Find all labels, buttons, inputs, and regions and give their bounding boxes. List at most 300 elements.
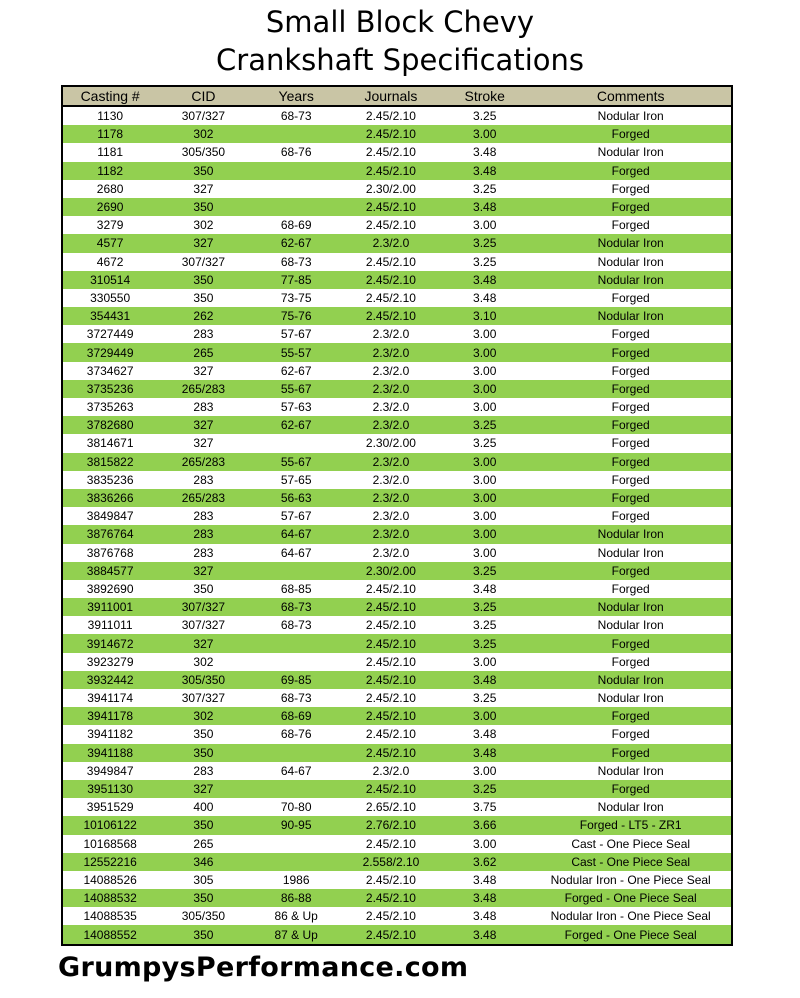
table-row [62, 143, 732, 161]
casting-cell: 3884577 [62, 562, 157, 580]
comments-cell: Forged [530, 580, 732, 598]
casting-cell: 12552216 [62, 853, 157, 871]
cid-cell: 327 [157, 562, 249, 580]
table-row [62, 253, 732, 271]
casting-cell: 3729449 [62, 343, 157, 361]
stroke-cell: 3.25 [439, 416, 530, 434]
years-cell: 86-88 [250, 889, 343, 907]
casting-cell: 3932442 [62, 671, 157, 689]
journals-cell: 2.45/2.10 [343, 835, 439, 853]
table-row [62, 398, 732, 416]
stroke-cell: 3.48 [439, 143, 530, 161]
comments-cell: Forged [530, 289, 732, 307]
journals-cell: 2.45/2.10 [343, 216, 439, 234]
casting-cell: 1130 [62, 106, 157, 125]
stroke-cell: 3.00 [439, 125, 530, 143]
comments-cell: Forged [530, 489, 732, 507]
casting-cell: 3892690 [62, 580, 157, 598]
journals-cell: 2.45/2.10 [343, 307, 439, 325]
years-cell: 57-67 [250, 325, 343, 343]
table-row [62, 380, 732, 398]
journals-cell: 2.45/2.10 [343, 143, 439, 161]
comments-cell: Forged [530, 707, 732, 725]
years-cell: 77-85 [250, 271, 343, 289]
journals-cell: 2.45/2.10 [343, 198, 439, 216]
journals-cell: 2.3/2.0 [343, 762, 439, 780]
journals-cell: 2.45/2.10 [343, 689, 439, 707]
cid-cell: 305/350 [157, 907, 249, 925]
casting-cell: 2680 [62, 180, 157, 198]
casting-cell: 14088526 [62, 871, 157, 889]
cid-cell: 283 [157, 544, 249, 562]
casting-cell: 3911001 [62, 598, 157, 616]
years-cell [250, 780, 343, 798]
journals-cell: 2.3/2.0 [343, 507, 439, 525]
comments-cell: Forged [530, 162, 732, 180]
comments-cell: Forged [530, 562, 732, 580]
casting-cell: 3814671 [62, 434, 157, 452]
journals-cell: 2.30/2.00 [343, 180, 439, 198]
table-row [62, 343, 732, 361]
comments-cell: Nodular Iron - One Piece Seal [530, 871, 732, 889]
cid-cell: 305/350 [157, 671, 249, 689]
journals-cell: 2.3/2.0 [343, 489, 439, 507]
stroke-cell: 3.48 [439, 580, 530, 598]
cid-cell: 305/350 [157, 143, 249, 161]
journals-cell: 2.3/2.0 [343, 453, 439, 471]
comments-cell: Forged - One Piece Seal [530, 889, 732, 907]
years-cell: 69-85 [250, 671, 343, 689]
stroke-cell: 3.00 [439, 835, 530, 853]
journals-cell: 2.30/2.00 [343, 434, 439, 452]
table-row [62, 907, 732, 925]
years-cell [250, 853, 343, 871]
stroke-cell: 3.00 [439, 762, 530, 780]
column-header-stroke: Stroke [439, 86, 530, 106]
casting-cell: 4577 [62, 234, 157, 252]
years-cell: 70-80 [250, 798, 343, 816]
journals-cell: 2.30/2.00 [343, 562, 439, 580]
journals-cell: 2.45/2.10 [343, 125, 439, 143]
cid-cell: 307/327 [157, 106, 249, 125]
journals-cell: 2.76/2.10 [343, 816, 439, 834]
casting-cell: 3941178 [62, 707, 157, 725]
casting-cell: 3923279 [62, 653, 157, 671]
journals-cell: 2.65/2.10 [343, 798, 439, 816]
stroke-cell: 3.48 [439, 725, 530, 743]
journals-cell: 2.3/2.0 [343, 380, 439, 398]
cid-cell: 327 [157, 362, 249, 380]
table-row [62, 325, 732, 343]
years-cell: 86 & Up [250, 907, 343, 925]
casting-cell: 3876764 [62, 525, 157, 543]
table-row [62, 198, 732, 216]
table-row [62, 489, 732, 507]
table-row [62, 671, 732, 689]
crankshaft-spec-table [61, 85, 733, 946]
cid-cell: 350 [157, 816, 249, 834]
years-cell: 87 & Up [250, 925, 343, 944]
stroke-cell: 3.48 [439, 925, 530, 944]
stroke-cell: 3.00 [439, 544, 530, 562]
stroke-cell: 3.48 [439, 907, 530, 925]
table-row [62, 689, 732, 707]
comments-cell: Nodular Iron [530, 307, 732, 325]
years-cell: 90-95 [250, 816, 343, 834]
casting-cell: 3835236 [62, 471, 157, 489]
table-row [62, 307, 732, 325]
table-row [62, 180, 732, 198]
stroke-cell: 3.00 [439, 507, 530, 525]
journals-cell: 2.45/2.10 [343, 925, 439, 944]
cid-cell: 283 [157, 325, 249, 343]
table-row [62, 562, 732, 580]
stroke-cell: 3.00 [439, 471, 530, 489]
comments-cell: Forged [530, 343, 732, 361]
stroke-cell: 3.25 [439, 616, 530, 634]
years-cell: 57-67 [250, 507, 343, 525]
casting-cell: 310514 [62, 271, 157, 289]
casting-cell: 14088532 [62, 889, 157, 907]
casting-cell: 14088535 [62, 907, 157, 925]
cid-cell: 302 [157, 125, 249, 143]
cid-cell: 350 [157, 925, 249, 944]
column-header-casting: Casting # [62, 86, 157, 106]
casting-cell: 1182 [62, 162, 157, 180]
comments-cell: Forged [530, 125, 732, 143]
years-cell: 68-76 [250, 143, 343, 161]
stroke-cell: 3.25 [439, 234, 530, 252]
stroke-cell: 3.75 [439, 798, 530, 816]
cid-cell: 265/283 [157, 489, 249, 507]
table-row [62, 853, 732, 871]
casting-cell: 330550 [62, 289, 157, 307]
cid-cell: 265 [157, 835, 249, 853]
table-row [62, 725, 732, 743]
comments-cell: Forged [530, 398, 732, 416]
journals-cell: 2.45/2.10 [343, 271, 439, 289]
table-row [62, 416, 732, 434]
table-row [62, 835, 732, 853]
comments-cell: Nodular Iron [530, 598, 732, 616]
column-header-cid: CID [157, 86, 249, 106]
years-cell [250, 198, 343, 216]
cid-cell: 307/327 [157, 689, 249, 707]
cid-cell: 305 [157, 871, 249, 889]
table-row [62, 234, 732, 252]
cid-cell: 283 [157, 507, 249, 525]
table-row [62, 525, 732, 543]
journals-cell: 2.558/2.10 [343, 853, 439, 871]
journals-cell: 2.3/2.0 [343, 234, 439, 252]
stroke-cell: 3.25 [439, 689, 530, 707]
years-cell: 62-67 [250, 234, 343, 252]
comments-cell: Forged [530, 180, 732, 198]
stroke-cell: 3.00 [439, 653, 530, 671]
table-row [62, 816, 732, 834]
cid-cell: 350 [157, 271, 249, 289]
stroke-cell: 3.00 [439, 216, 530, 234]
cid-cell: 327 [157, 234, 249, 252]
comments-cell: Forged [530, 471, 732, 489]
table-row [62, 780, 732, 798]
cid-cell: 327 [157, 180, 249, 198]
casting-cell: 3279 [62, 216, 157, 234]
stroke-cell: 3.25 [439, 106, 530, 125]
comments-cell: Nodular Iron [530, 671, 732, 689]
cid-cell: 350 [157, 580, 249, 598]
stroke-cell: 3.00 [439, 707, 530, 725]
table-row [62, 634, 732, 652]
journals-cell: 2.45/2.10 [343, 780, 439, 798]
comments-cell: Forged [530, 216, 732, 234]
years-cell: 57-65 [250, 471, 343, 489]
stroke-cell: 3.25 [439, 253, 530, 271]
casting-cell: 2690 [62, 198, 157, 216]
years-cell: 56-63 [250, 489, 343, 507]
years-cell: 68-73 [250, 598, 343, 616]
table-row [62, 362, 732, 380]
comments-cell: Nodular Iron [530, 689, 732, 707]
stroke-cell: 3.25 [439, 598, 530, 616]
journals-cell: 2.45/2.10 [343, 253, 439, 271]
casting-cell: 3951529 [62, 798, 157, 816]
casting-cell: 3941174 [62, 689, 157, 707]
years-cell: 68-69 [250, 707, 343, 725]
years-cell: 68-85 [250, 580, 343, 598]
cid-cell: 350 [157, 889, 249, 907]
column-header-comments: Comments [530, 86, 732, 106]
years-cell [250, 744, 343, 762]
years-cell [250, 835, 343, 853]
comments-cell: Nodular Iron [530, 798, 732, 816]
stroke-cell: 3.00 [439, 343, 530, 361]
journals-cell: 2.3/2.0 [343, 544, 439, 562]
table-row [62, 871, 732, 889]
stroke-cell: 3.00 [439, 453, 530, 471]
casting-cell: 3951130 [62, 780, 157, 798]
journals-cell: 2.45/2.10 [343, 162, 439, 180]
table-body [62, 106, 732, 945]
journals-cell: 2.45/2.10 [343, 289, 439, 307]
comments-cell: Forged [530, 725, 732, 743]
years-cell: 64-67 [250, 525, 343, 543]
comments-cell: Forged [530, 416, 732, 434]
stroke-cell: 3.48 [439, 871, 530, 889]
cid-cell: 307/327 [157, 598, 249, 616]
stroke-cell: 3.62 [439, 853, 530, 871]
cid-cell: 327 [157, 634, 249, 652]
cid-cell: 302 [157, 653, 249, 671]
casting-cell: 3941188 [62, 744, 157, 762]
cid-cell: 265/283 [157, 380, 249, 398]
comments-cell: Forged - One Piece Seal [530, 925, 732, 944]
years-cell: 55-57 [250, 343, 343, 361]
journals-cell: 2.3/2.0 [343, 398, 439, 416]
title-line-1: Small Block Chevy [265, 5, 535, 39]
casting-cell: 3876768 [62, 544, 157, 562]
comments-cell: Nodular Iron [530, 762, 732, 780]
journals-cell: 2.45/2.10 [343, 671, 439, 689]
journals-cell: 2.3/2.0 [343, 325, 439, 343]
cid-cell: 327 [157, 780, 249, 798]
journals-cell: 2.45/2.10 [343, 580, 439, 598]
comments-cell: Nodular Iron [530, 616, 732, 634]
cid-cell: 346 [157, 853, 249, 871]
years-cell: 68-73 [250, 689, 343, 707]
stroke-cell: 3.25 [439, 434, 530, 452]
comments-cell: Nodular Iron [530, 143, 732, 161]
journals-cell: 2.3/2.0 [343, 525, 439, 543]
years-cell: 68-69 [250, 216, 343, 234]
table-row [62, 798, 732, 816]
journals-cell: 2.45/2.10 [343, 871, 439, 889]
journals-cell: 2.45/2.10 [343, 616, 439, 634]
journals-cell: 2.45/2.10 [343, 907, 439, 925]
stroke-cell: 3.25 [439, 780, 530, 798]
stroke-cell: 3.00 [439, 362, 530, 380]
table-row [62, 653, 732, 671]
years-cell: 55-67 [250, 453, 343, 471]
years-cell: 68-73 [250, 106, 343, 125]
casting-cell: 3734627 [62, 362, 157, 380]
years-cell [250, 634, 343, 652]
comments-cell: Nodular Iron [530, 106, 732, 125]
table-row [62, 434, 732, 452]
casting-cell: 354431 [62, 307, 157, 325]
cid-cell: 283 [157, 525, 249, 543]
years-cell [250, 162, 343, 180]
comments-cell: Forged [530, 362, 732, 380]
stroke-cell: 3.25 [439, 634, 530, 652]
stroke-cell: 3.66 [439, 816, 530, 834]
cid-cell: 350 [157, 162, 249, 180]
table-row [62, 580, 732, 598]
cid-cell: 350 [157, 725, 249, 743]
table-row [62, 707, 732, 725]
journals-cell: 2.3/2.0 [343, 343, 439, 361]
years-cell: 68-76 [250, 725, 343, 743]
years-cell: 62-67 [250, 362, 343, 380]
comments-cell: Forged [530, 198, 732, 216]
table-header-row [62, 86, 732, 106]
years-cell: 62-67 [250, 416, 343, 434]
casting-cell: 3949847 [62, 762, 157, 780]
comments-cell: Nodular Iron [530, 544, 732, 562]
journals-cell: 2.45/2.10 [343, 106, 439, 125]
casting-cell: 3735263 [62, 398, 157, 416]
table-row [62, 889, 732, 907]
years-cell: 73-75 [250, 289, 343, 307]
stroke-cell: 3.25 [439, 180, 530, 198]
stroke-cell: 3.00 [439, 325, 530, 343]
stroke-cell: 3.00 [439, 489, 530, 507]
stroke-cell: 3.25 [439, 562, 530, 580]
stroke-cell: 3.00 [439, 525, 530, 543]
table-row [62, 216, 732, 234]
comments-cell: Forged - LT5 - ZR1 [530, 816, 732, 834]
years-cell: 75-76 [250, 307, 343, 325]
journals-cell: 2.3/2.0 [343, 362, 439, 380]
journals-cell: 2.45/2.10 [343, 653, 439, 671]
years-cell: 57-63 [250, 398, 343, 416]
casting-cell: 3941182 [62, 725, 157, 743]
journals-cell: 2.3/2.0 [343, 471, 439, 489]
years-cell: 68-73 [250, 616, 343, 634]
cid-cell: 265/283 [157, 453, 249, 471]
table-row [62, 106, 732, 125]
stroke-cell: 3.48 [439, 744, 530, 762]
column-header-years: Years [250, 86, 343, 106]
cid-cell: 262 [157, 307, 249, 325]
journals-cell: 2.45/2.10 [343, 634, 439, 652]
journals-cell: 2.45/2.10 [343, 598, 439, 616]
casting-cell: 1178 [62, 125, 157, 143]
comments-cell: Forged [530, 634, 732, 652]
table-row [62, 598, 732, 616]
cid-cell: 327 [157, 434, 249, 452]
table-row [62, 471, 732, 489]
footer-website: GrumpysPerformance.com [58, 952, 469, 983]
table-row [62, 925, 732, 944]
cid-cell: 400 [157, 798, 249, 816]
cid-cell: 283 [157, 471, 249, 489]
casting-cell: 3782680 [62, 416, 157, 434]
title-line-2: Crankshaft Specifications [216, 43, 584, 77]
years-cell: 64-67 [250, 762, 343, 780]
comments-cell: Forged [530, 780, 732, 798]
casting-cell: 3836266 [62, 489, 157, 507]
comments-cell: Forged [530, 507, 732, 525]
column-header-journals: Journals [343, 86, 439, 106]
casting-cell: 3727449 [62, 325, 157, 343]
casting-cell: 10168568 [62, 835, 157, 853]
journals-cell: 2.3/2.0 [343, 416, 439, 434]
years-cell: 1986 [250, 871, 343, 889]
casting-cell: 3849847 [62, 507, 157, 525]
journals-cell: 2.45/2.10 [343, 725, 439, 743]
stroke-cell: 3.10 [439, 307, 530, 325]
casting-cell: 3815822 [62, 453, 157, 471]
comments-cell: Cast - One Piece Seal [530, 853, 732, 871]
years-cell [250, 653, 343, 671]
stroke-cell: 3.48 [439, 889, 530, 907]
cid-cell: 265 [157, 343, 249, 361]
comments-cell: Nodular Iron [530, 525, 732, 543]
casting-cell: 3735236 [62, 380, 157, 398]
comments-cell: Forged [530, 744, 732, 762]
years-cell: 55-67 [250, 380, 343, 398]
years-cell [250, 180, 343, 198]
years-cell [250, 434, 343, 452]
stroke-cell: 3.48 [439, 198, 530, 216]
table-row [62, 744, 732, 762]
table-row [62, 453, 732, 471]
years-cell [250, 125, 343, 143]
years-cell: 64-67 [250, 544, 343, 562]
comments-cell: Nodular Iron - One Piece Seal [530, 907, 732, 925]
table-row [62, 507, 732, 525]
comments-cell: Nodular Iron [530, 234, 732, 252]
stroke-cell: 3.48 [439, 162, 530, 180]
cid-cell: 350 [157, 289, 249, 307]
table-row [62, 162, 732, 180]
casting-cell: 3914672 [62, 634, 157, 652]
cid-cell: 283 [157, 762, 249, 780]
table-row [62, 544, 732, 562]
cid-cell: 302 [157, 707, 249, 725]
stroke-cell: 3.00 [439, 398, 530, 416]
